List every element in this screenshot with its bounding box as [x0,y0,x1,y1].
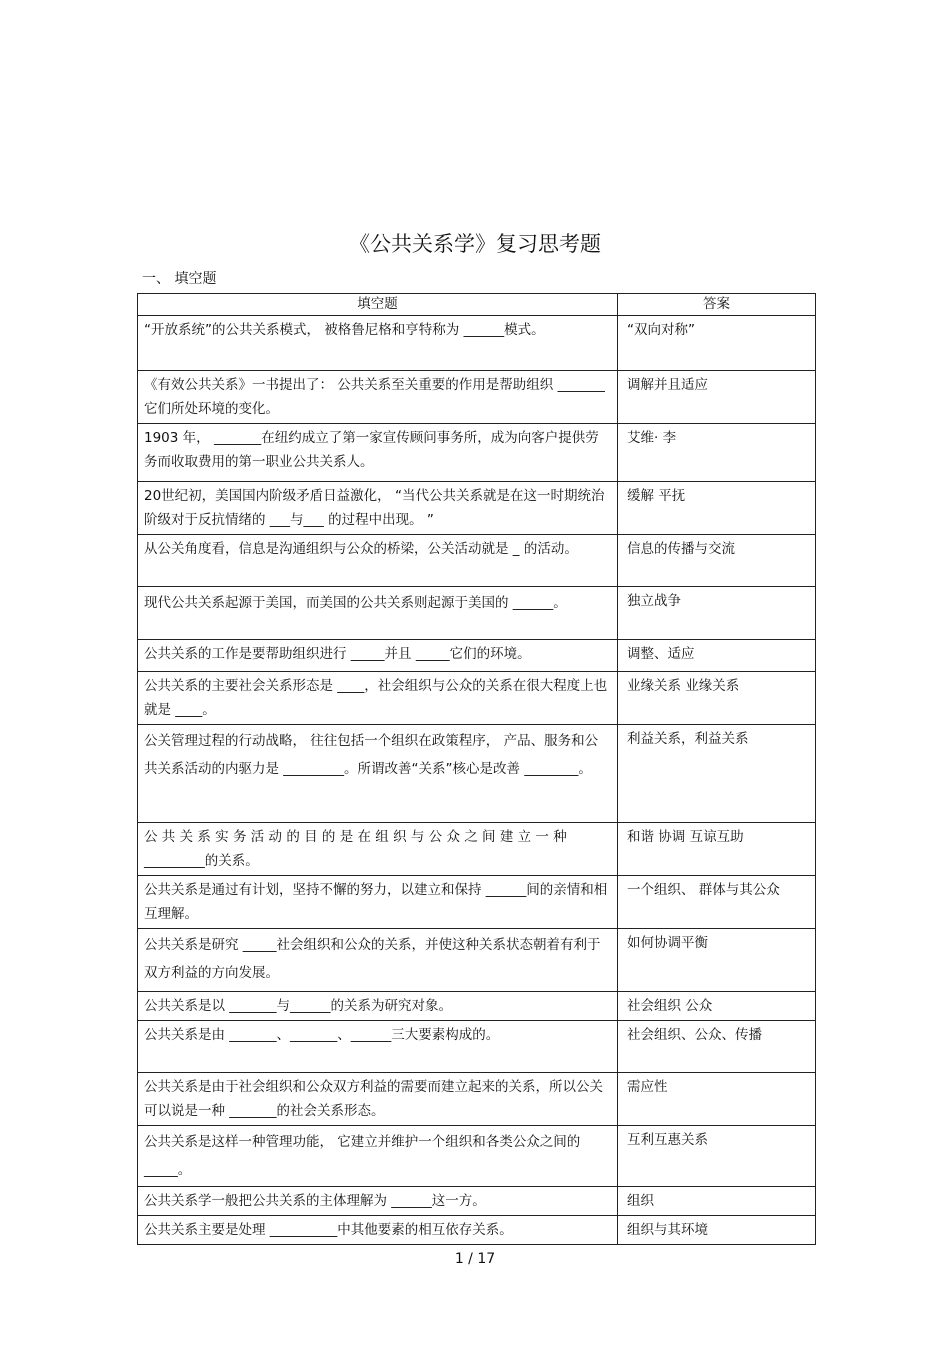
table-row [138,587,816,640]
table-row [138,482,816,535]
question-cell: 公共关系是通过有计划，坚持不懈的努力，以建立和保持 ______间的亲情和相互理解。 [138,876,618,929]
question-cell: 公关管理过程的行动战略， 往往包括一个组织在政策程序， 产品、服务和公共关系活动的内驱力是 _________。所谓改善“关系”核心是改善 ________。 [138,725,618,823]
answer-cell: 艾维· 李 [618,424,816,482]
question-cell: 公共关系是这样一种管理功能， 它建立并维护一个组织和各类公众之间的 _____。 [138,1126,618,1187]
answer-cell: 如何协调平衡 [618,929,816,992]
table-row [138,992,816,1021]
table-row [138,876,816,929]
column-header-question: 填空题 [138,294,618,316]
question-cell: 从公关角度看，信息是沟通组织与公众的桥梁，公关活动就是 _ 的活动。 [138,535,618,587]
answer-cell: 组织 [618,1187,816,1216]
question-cell: “开放系统”的公共关系模式， 被格鲁尼格和亨特称为 ______模式。 [138,316,618,371]
answer-cell: 业缘关系 业缘关系 [618,672,816,725]
answer-cell: 一个组织、 群体与其公众 [618,876,816,929]
question-cell: 20世纪初，美国国内阶级矛盾日益激化， “当代公共关系就是在这一时期统治阶级对于反抗情绪的 ___与___ 的过程中出现。 ” [138,482,618,535]
table-row [138,672,816,725]
table-header-row [138,294,816,316]
question-cell: 公共关系的主要社会关系形态是 ____，社会组织与公众的关系在很大程度上也就是 ____。 [138,672,618,725]
question-cell: 公共关系主要是处理 __________中其他要素的相互依存关系。 [138,1216,618,1245]
section-heading: 一、 填空题 [142,271,217,287]
table-row [138,823,816,876]
question-cell: 公共关系学一般把公共关系的主体理解为 ______这一方。 [138,1187,618,1216]
answer-cell: 组织与其环境 [618,1216,816,1245]
table-row [138,535,816,587]
question-cell: 1903 年， _______在纽约成立了第一家宣传顾问事务所，成为向客户提供劳务而收取费用的第一职业公共关系人。 [138,424,618,482]
question-cell: 公共关系是由 _______、_______、______三大要素构成的。 [138,1021,618,1073]
table-row [138,1216,816,1245]
table-row [138,1187,816,1216]
table-row [138,725,816,823]
table-row [138,371,816,424]
table-row [138,316,816,371]
question-cell: 公共关系是由于社会组织和公众双方利益的需要而建立起来的关系，所以公关可以说是一种 _______的社会关系形态。 [138,1073,618,1126]
answer-cell: 调整、适应 [618,640,816,672]
answer-cell: 信息的传播与交流 [618,535,816,587]
answer-cell: 社会组织 公众 [618,992,816,1021]
question-cell: 现代公共关系起源于美国，而美国的公共关系则起源于美国的 ______。 [138,587,618,640]
document-title: 《公共关系学》复习思考题 [349,232,601,256]
question-cell: 公共关系是研究 _____社会组织和公众的关系，并使这种关系状态朝着有利于双方利益的方向发展。 [138,929,618,992]
question-cell: 公共关系的工作是要帮助组织进行 _____并且 _____它们的环境。 [138,640,618,672]
fill-in-blank-table [137,293,816,1245]
page-number: 1 / 17 [454,1251,496,1267]
table-row [138,640,816,672]
table-row [138,929,816,992]
question-cell: 公 共 关 系 实 务 活 动 的 目 的 是 在 组 织 与 公 众 之 间 建 立 一 种 _________的关系。 [138,823,618,876]
answer-cell: 调解并且适应 [618,371,816,424]
table-row [138,424,816,482]
table-row [138,1073,816,1126]
answer-cell: 利益关系，利益关系 [618,725,816,823]
answer-cell: 互利互惠关系 [618,1126,816,1187]
answer-cell: 需应性 [618,1073,816,1126]
answer-cell: 和谐 协调 互谅互助 [618,823,816,876]
question-cell: 公共关系是以 _______与______的关系为研究对象。 [138,992,618,1021]
answer-cell: 社会组织、公众、传播 [618,1021,816,1073]
answer-cell: 缓解 平抚 [618,482,816,535]
column-header-answer: 答案 [618,294,816,316]
question-cell: 《有效公共关系》一书提出了： 公共关系至关重要的作用是帮助组织 _______它们所处环境的变化。 [138,371,618,424]
answer-cell: 独立战争 [618,587,816,640]
answer-cell: “双向对称” [618,316,816,371]
table-row [138,1126,816,1187]
table-row [138,1021,816,1073]
